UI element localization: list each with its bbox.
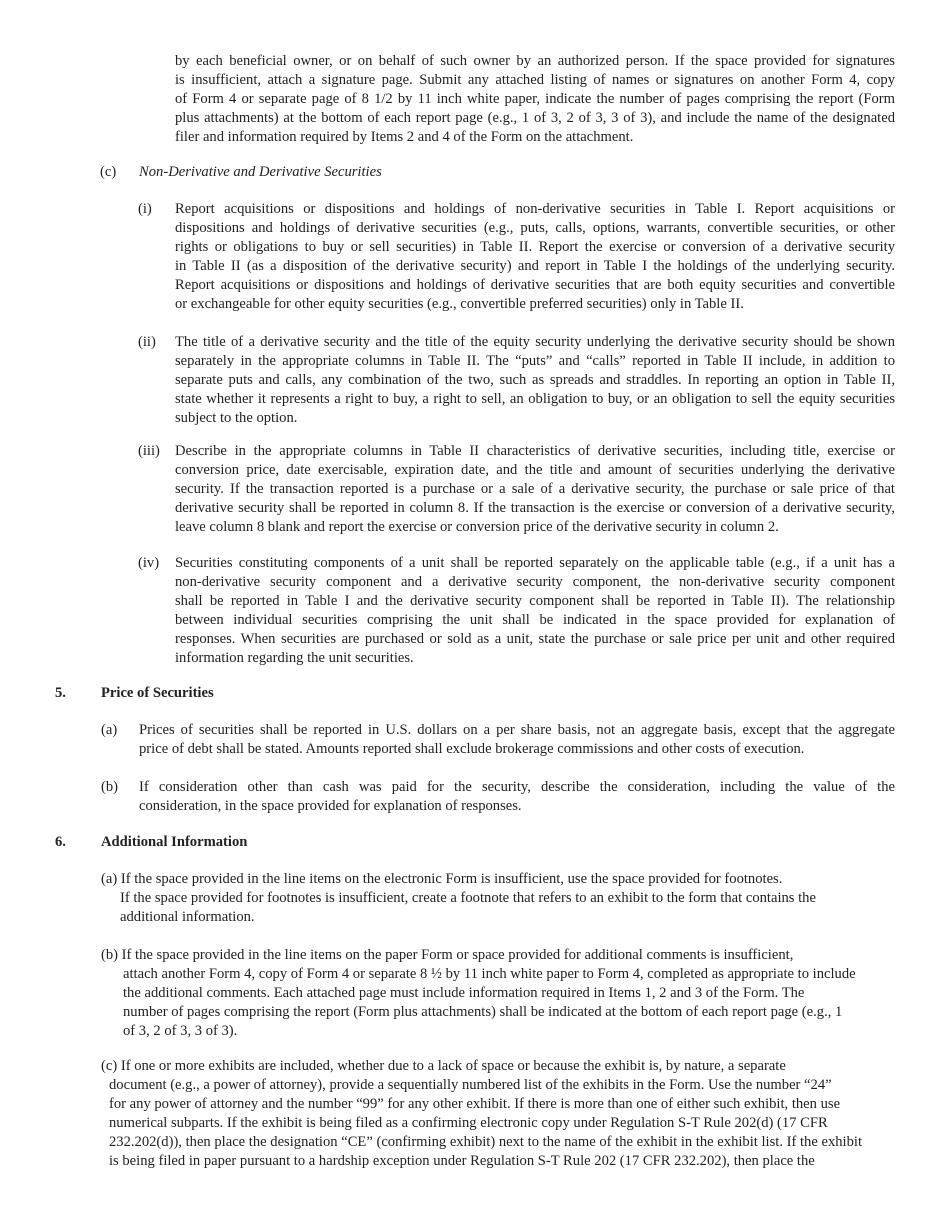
item-iii-text bbox=[175, 442, 895, 537]
text-line: The title of a derivative security and the title of the equity security underlying the derivative security should be shown bbox=[175, 334, 895, 350]
text-line: separate puts and calls, any combination of the two, such as spreads and straddles. In reporting an option in Table II, bbox=[175, 372, 895, 388]
text-line: rights or obligations to buy or sell securities) in Table II. Report the exercise or conversion of a derivative security bbox=[175, 239, 895, 255]
text-line: for any power of attorney and the number “99” for any other exhibit. If there is more than one of either such exhibit, then use bbox=[109, 1096, 841, 1112]
text-line: Report acquisitions or dispositions and holdings of non-derivative securities in Table I. Report acquisitions or bbox=[175, 201, 895, 217]
text-line: price of debt shall be stated. Amounts reported shall exclude brokerage commissions and other costs of execution. bbox=[139, 741, 805, 757]
text-line: between individual securities comprising the unit shall be indicated in the space provided for explanation of bbox=[175, 612, 895, 628]
text-line: numerical subparts. If the exhibit is being filed as a confirming electronic copy under Regulation S-T Rule 202(d) (17 CFR bbox=[109, 1115, 828, 1131]
item-ii-text bbox=[175, 333, 895, 428]
text-line: is insufficient, attach a signature page. Submit any attached listing of names or signatures on another Form 4, copy bbox=[175, 72, 895, 88]
text-line: derivative security shall be reported in column 8. If the transaction is the exercise or conversion of a derivative security, bbox=[175, 500, 895, 516]
text-line: shall be reported in Table I and the derivative security component shall be reported in Table II). The relationship bbox=[175, 593, 895, 609]
text-line: of 3, 2 of 3, 3 of 3). bbox=[123, 1023, 238, 1039]
text-line: state whether it represents a right to buy, a right to sell, an obligation to buy, or an obligation to sell the equity securities bbox=[175, 391, 895, 407]
text-line: responses. When securities are purchased or sold as a unit, state the purchase or sale price per unit and other required bbox=[175, 631, 895, 647]
section-c-label: (c) bbox=[100, 164, 117, 180]
text-line: If the space provided for footnotes is insufficient, create a footnote that refers to an exhibit to the form that contains the bbox=[120, 890, 816, 906]
section-6b-text bbox=[101, 946, 895, 1041]
text-line: or exchangeable for other equity securities (e.g., convertible preferred securities) only in Table II. bbox=[175, 296, 744, 312]
text-line: leave column 8 blank and report the exercise or conversion price of the derivative security in column 2. bbox=[175, 519, 779, 535]
section-6a-text bbox=[101, 870, 861, 927]
text-line: Prices of securities shall be reported in U.S. dollars on a per share basis, not an aggregate basis, except that the aggregate bbox=[139, 722, 895, 738]
item-iii-label: (iii) bbox=[138, 443, 160, 459]
text-line: in Table II (as a disposition of the derivative security) and report in Table I the holdings of the underlying security. bbox=[175, 258, 895, 274]
section-5b-label: (b) bbox=[101, 779, 119, 795]
text-line: subject to the option. bbox=[175, 410, 298, 426]
section-5a-text bbox=[139, 721, 895, 759]
text-line: information regarding the unit securities. bbox=[175, 650, 414, 666]
item-i-label: (i) bbox=[138, 201, 152, 217]
section-6-number: 6. bbox=[55, 834, 66, 850]
item-iv-text bbox=[175, 554, 895, 668]
text-line: filer and information required by Items 2 and 4 of the Form on the attachment. bbox=[175, 129, 634, 145]
text-line: by each beneficial owner, or on behalf of such owner by an authorized person. If the space provided for signatures bbox=[175, 53, 895, 69]
text-line: plus attachments) at the bottom of each report page (e.g., 1 of 3, 2 of 3, 3 of 3), and include the name of the designated bbox=[175, 110, 895, 126]
text-line: (c) If one or more exhibits are included, whether due to a lack of space or because the exhibit is, by nature, a separate bbox=[101, 1058, 786, 1074]
text-line: Report acquisitions or dispositions and holdings of derivative securities that are both equity securities and convertible bbox=[175, 277, 895, 293]
text-line: conversion price, date exercisable, expiration date, and the title and amount of securities underlying the derivative bbox=[175, 462, 895, 478]
text-line: attach another Form 4, copy of Form 4 or separate 8 ½ by 11 inch white paper to Form 4, completed as appropriate to include bbox=[123, 966, 856, 982]
item-ii-label: (ii) bbox=[138, 334, 156, 350]
section-5-title: Price of Securities bbox=[101, 685, 214, 701]
section-c-title: Non-Derivative and Derivative Securities bbox=[139, 164, 382, 180]
text-line: Securities constituting components of a unit shall be reported separately on the applicable table (e.g., if a unit has a bbox=[175, 555, 895, 571]
text-line: the additional comments. Each attached page must include information required in Items 1, 2 and 3 of the Form. The bbox=[123, 985, 805, 1001]
section-5-number: 5. bbox=[55, 685, 66, 701]
text-line: separately in the appropriate columns in Table II. The “puts” and “calls” reported in Table II include, in addition to bbox=[175, 353, 895, 369]
text-line: dispositions and holdings of derivative securities (e.g., puts, calls, options, warrants, convertible securities, or other bbox=[175, 220, 895, 236]
item-iv-label: (iv) bbox=[138, 555, 160, 571]
text-line: consideration, in the space provided for explanation of responses. bbox=[139, 798, 522, 814]
text-line: additional information. bbox=[120, 909, 255, 925]
text-line: number of pages comprising the report (Form plus attachments) shall be indicated at the bottom of each report page (e.g., 1 bbox=[123, 1004, 843, 1020]
section-5b-text bbox=[139, 778, 895, 816]
section-6-title: Additional Information bbox=[101, 834, 248, 850]
text-line: Describe in the appropriate columns in Table II characteristics of derivative securities, including title, exercise or bbox=[175, 443, 895, 459]
text-line: non-derivative security component and a derivative security component, the non-derivative security component bbox=[175, 574, 895, 590]
text-line: security. If the transaction reported is a purchase or a sale of a derivative security, the purchase or sale price of that bbox=[175, 481, 895, 497]
item-i-text bbox=[175, 200, 895, 314]
text-line: document (e.g., a power of attorney), provide a sequentially numbered list of the exhibits in the Form. Use the number “24” bbox=[109, 1077, 832, 1093]
text-line: (b) If the space provided in the line items on the paper Form or space provided for additional comments is insufficient, bbox=[101, 947, 794, 963]
text-line: 232.202(d)), then place the designation “CE” (confirming exhibit) next to the name of the exhibit in the exhibit list. If the exhibit bbox=[109, 1134, 863, 1150]
text-line: (a) If the space provided in the line items on the electronic Form is insufficient, use the space provided for footnotes. bbox=[101, 871, 783, 887]
intro-paragraph bbox=[175, 52, 895, 147]
section-5a-label: (a) bbox=[101, 722, 118, 738]
text-line: If consideration other than cash was paid for the security, describe the consideration, including the value of the bbox=[139, 779, 895, 795]
text-line: is being filed in paper pursuant to a hardship exception under Regulation S-T Rule 202 (17 CFR 232.202), then place the bbox=[109, 1153, 815, 1169]
text-line: of Form 4 or separate page of 8 1/2 by 11 inch white paper, indicate the number of pages comprising the report (Form bbox=[175, 91, 895, 107]
section-6c-text bbox=[101, 1057, 895, 1171]
